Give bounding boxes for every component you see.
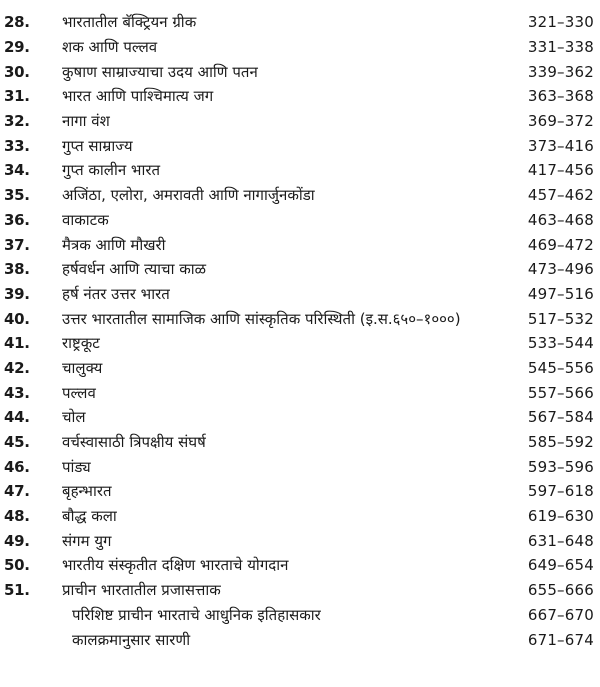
chapter-title: मैत्रक आणि मौखरी (62, 235, 166, 254)
chapter-number: 29. (4, 38, 30, 57)
toc-row (0, 331, 600, 356)
page-range: 649–654 (527, 556, 594, 575)
page-range: 469–472 (527, 235, 594, 254)
page-range: 545–556 (527, 358, 594, 377)
toc-row (0, 553, 600, 578)
page-range: 671–674 (527, 630, 594, 649)
chapter-title: पल्लव (62, 383, 96, 402)
chronology-title: कालक्रमानुसार सारणी (72, 630, 191, 649)
toc-row (0, 356, 600, 381)
chapter-number: 45. (4, 433, 30, 452)
toc-row (0, 282, 600, 307)
page-range: 655–666 (527, 581, 594, 600)
chapter-title: वाकाटक (62, 210, 109, 229)
toc-row (0, 405, 600, 430)
chapter-number: 41. (4, 334, 30, 353)
chapter-title: अजिंठा, एलोरा, अमरावती आणि नागार्जुनकोंडा (62, 186, 315, 205)
chapter-number: 39. (4, 284, 30, 303)
toc-row (0, 232, 600, 257)
toc-row (0, 158, 600, 183)
chapter-title: शक आणि पल्लव (62, 38, 158, 57)
chapter-title: गुप्त कालीन भारत (62, 161, 161, 180)
chapter-number: 33. (4, 136, 30, 155)
toc-row (0, 528, 600, 553)
toc-row (0, 35, 600, 60)
toc-row (0, 380, 600, 405)
chapter-title: भारत आणि पाश्चिमात्य जग (62, 87, 214, 106)
chapter-number: 28. (4, 13, 30, 32)
toc-row-chronology (0, 627, 600, 652)
chapter-number: 46. (4, 457, 30, 476)
appendix-title: परिशिष्ट प्राचीन भारताचे आधुनिक इतिहासकार (72, 605, 321, 624)
page-range: 631–648 (527, 531, 594, 550)
page-range: 585–592 (527, 433, 594, 452)
chapter-number: 42. (4, 358, 30, 377)
page-range: 457–462 (527, 186, 594, 205)
chapter-title: भारतीय संस्कृतीत दक्षिण भारताचे योगदान (62, 556, 289, 575)
chapter-number: 34. (4, 161, 30, 180)
page-range: 567–584 (527, 408, 594, 427)
chapter-number: 30. (4, 62, 30, 81)
page-range: 463–468 (527, 210, 594, 229)
chapter-number: 51. (4, 581, 30, 600)
page-range: 517–532 (527, 309, 594, 328)
chapter-number: 44. (4, 408, 30, 427)
page-range: 339–362 (527, 62, 594, 81)
page-range: 473–496 (527, 260, 594, 279)
chapter-number: 38. (4, 260, 30, 279)
chapter-number: 48. (4, 507, 30, 526)
chapter-title: हर्ष नंतर उत्तर भारत (62, 284, 170, 303)
toc-row (0, 578, 600, 603)
toc-row (0, 133, 600, 158)
page-range: 593–596 (527, 457, 594, 476)
chapter-number: 36. (4, 210, 30, 229)
chapter-title: नागा वंश (62, 112, 110, 131)
toc-row-appendix (0, 603, 600, 628)
toc-row (0, 306, 600, 331)
toc-row (0, 257, 600, 282)
chapter-title: प्राचीन भारतातील प्रजासत्ताक (62, 581, 221, 600)
chapter-title: चालुक्य (62, 358, 103, 377)
toc-row (0, 504, 600, 529)
page-range: 597–618 (527, 482, 594, 501)
chapter-title: चोल (62, 408, 86, 427)
page-range: 321–330 (527, 13, 594, 32)
chapter-title: भारतातील बॅक्ट्रियन ग्रीक (62, 13, 197, 32)
chapter-title: हर्षवर्धन आणि त्याचा काळ (62, 260, 207, 279)
toc-row (0, 479, 600, 504)
chapter-number: 43. (4, 383, 30, 402)
chapter-title: संगम युग (62, 531, 112, 550)
page-range: 557–566 (527, 383, 594, 402)
toc-row (0, 10, 600, 35)
page-range: 363–368 (527, 87, 594, 106)
page-range: 497–516 (527, 284, 594, 303)
page-range: 619–630 (527, 507, 594, 526)
chapter-number: 32. (4, 112, 30, 131)
page-range: 667–670 (527, 605, 594, 624)
chapter-title: बृहन्भारत (62, 482, 112, 501)
chapter-number: 40. (4, 309, 30, 328)
chapter-number: 35. (4, 186, 30, 205)
page-range: 373–416 (527, 136, 594, 155)
page-range: 369–372 (527, 112, 594, 131)
toc-row (0, 59, 600, 84)
chapter-title: गुप्त साम्राज्य (62, 136, 133, 155)
toc-row (0, 454, 600, 479)
chapter-title: बौद्ध कला (62, 507, 117, 526)
chapter-title: राष्ट्रकूट (62, 334, 100, 353)
chapter-number: 31. (4, 87, 30, 106)
toc-row (0, 208, 600, 233)
chapter-title: उत्तर भारतातील सामाजिक आणि सांस्कृतिक परिस्थिती (इ.स.६५०–१०००) (62, 309, 461, 328)
toc-row (0, 109, 600, 134)
chapter-number: 47. (4, 482, 30, 501)
toc-row (0, 430, 600, 455)
chapter-number: 50. (4, 556, 30, 575)
chapter-number: 37. (4, 235, 30, 254)
page-range: 533–544 (527, 334, 594, 353)
page-range: 331–338 (527, 38, 594, 57)
chapter-title: कुषाण साम्राज्याचा उदय आणि पतन (62, 62, 258, 81)
chapter-title: पांड्य (62, 457, 91, 476)
chapter-number: 49. (4, 531, 30, 550)
toc-row (0, 183, 600, 208)
chapter-title: वर्चस्वासाठी त्रिपक्षीय संघर्ष (62, 433, 206, 452)
toc-row (0, 84, 600, 109)
page-range: 417–456 (527, 161, 594, 180)
